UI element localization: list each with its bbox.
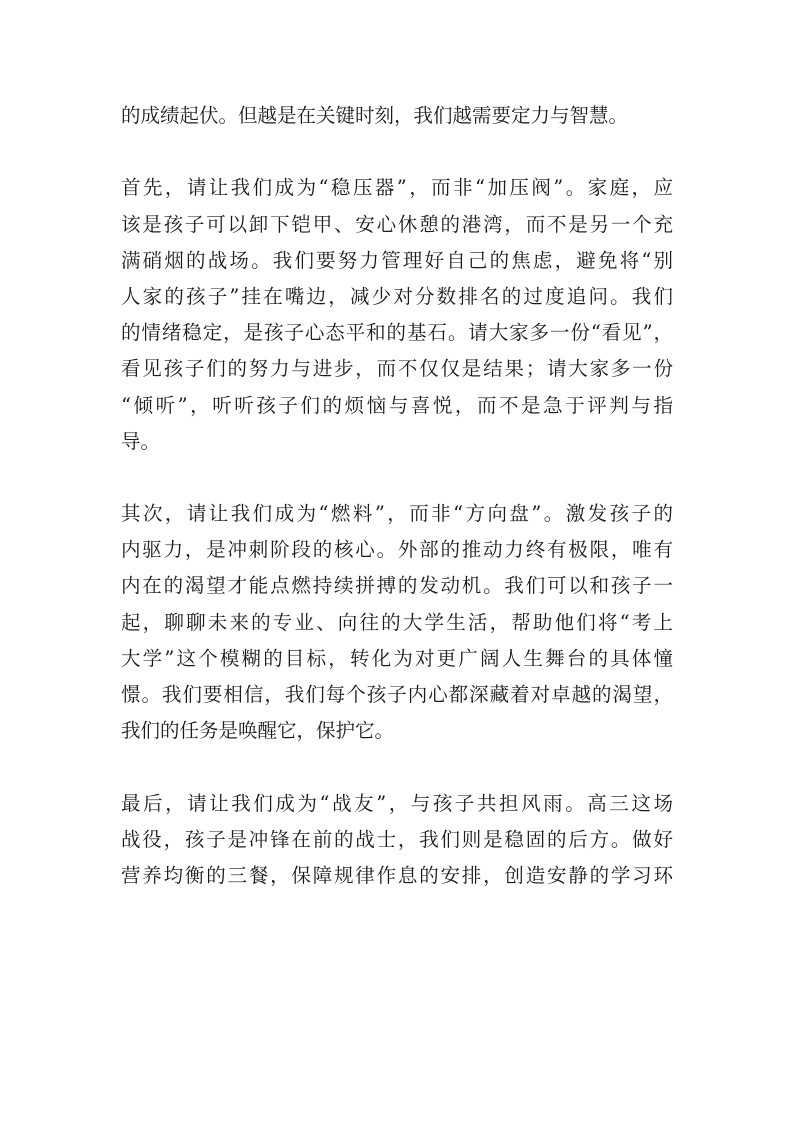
text-line: 其次，请让我们成为“燃料”，而非“方向盘”。激发孩子的 xyxy=(121,502,673,526)
text-line: 首先，请让我们成为“稳压器”，而非“加压阀”。家庭，应 xyxy=(121,176,673,200)
text-line: 导。 xyxy=(121,429,161,453)
paragraph-gap xyxy=(121,134,673,170)
text-line: 营养均衡的三餐，保障规律作息的安排，创造安静的学习环 xyxy=(121,863,673,887)
text-line: 的成绩起伏。但越是在关键时刻，我们越需要定力与智慧。 xyxy=(121,104,629,127)
text-line: 人家的孩子”挂在嘴边，减少对分数排名的过度追问。我们 xyxy=(121,284,673,308)
text-line: 该是孩子可以卸下铠甲、安心休憩的港湾，而不是另一个充 xyxy=(121,212,673,236)
text-line: 满硝烟的战场。我们要努力管理好自己的焦虑，避免将“别 xyxy=(121,248,673,272)
text-line: 内在的渴望才能点燃持续拼搏的发动机。我们可以和孩子一 xyxy=(121,574,673,598)
text-line: 大学”这个模糊的目标，转化为对更广阔人生舞台的具体憧 xyxy=(121,646,673,670)
paragraph-gap xyxy=(121,460,673,496)
paragraph-4 xyxy=(121,786,673,895)
text-line: 最后，请让我们成为“战友”，与孩子共担风雨。高三这场 xyxy=(121,791,673,815)
text-line: 起，聊聊未来的专业、向往的大学生活，帮助他们将“考上 xyxy=(121,610,673,634)
text-line: 看见孩子们的努力与进步，而不仅仅是结果；请大家多一份 xyxy=(121,357,673,381)
text-line: 战役，孩子是冲锋在前的战士，我们则是稳固的后方。做好 xyxy=(121,827,673,851)
paragraph-1 xyxy=(121,98,673,134)
text-line: 憬。我们要相信，我们每个孩子内心都深藏着对卓越的渴望， xyxy=(121,683,673,706)
paragraph-gap xyxy=(121,749,673,785)
text-line: “倾听”，听听孩子们的烦恼与喜悦，而不是急于评判与指 xyxy=(121,393,673,417)
paragraph-3 xyxy=(121,496,673,749)
paragraph-2 xyxy=(121,170,673,460)
text-line: 的情绪稳定，是孩子心态平和的基石。请大家多一份“看见”， xyxy=(121,321,673,345)
text-line: 内驱力，是冲刺阶段的核心。外部的推动力终有极限，唯有 xyxy=(121,538,673,562)
text-line: 我们的任务是唤醒它，保护它。 xyxy=(121,719,395,743)
body-text xyxy=(121,98,673,894)
